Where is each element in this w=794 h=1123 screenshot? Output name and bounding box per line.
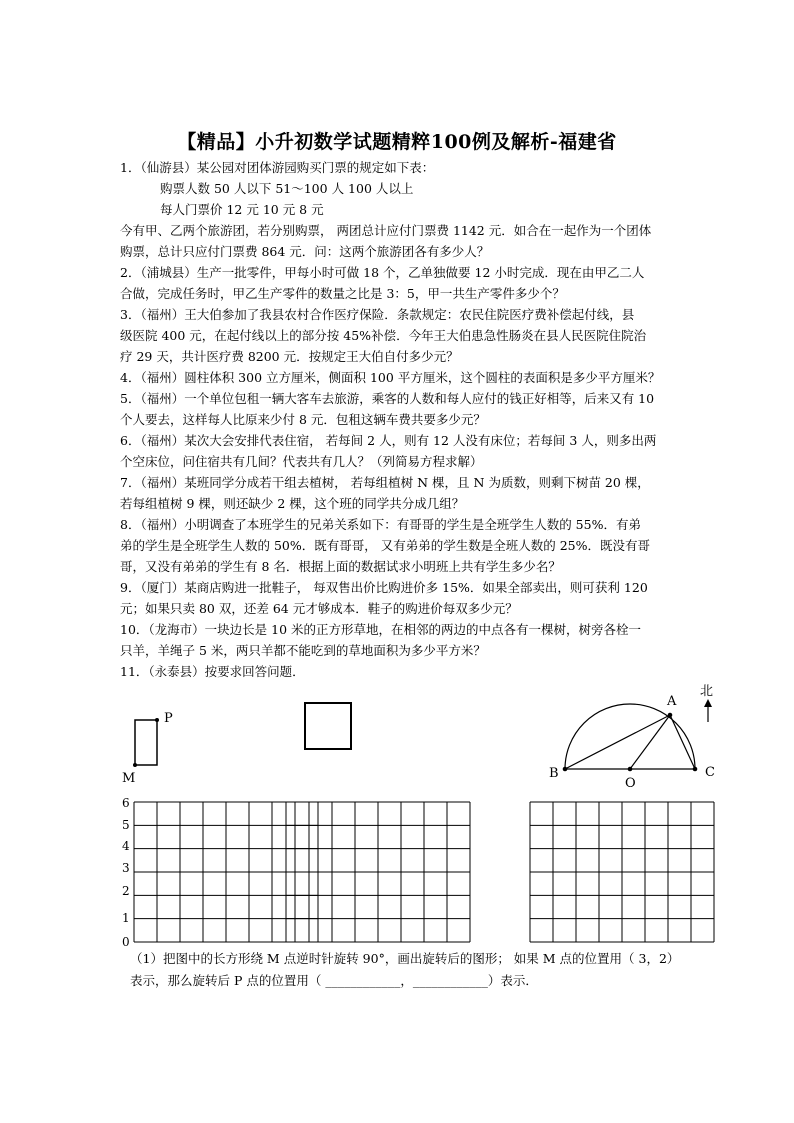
north-arrow-head (704, 699, 712, 707)
north-label: 北 (700, 684, 714, 699)
q6-line2: 个空床位，问住宿共有几间？代表共有几人？（列简易方程求解） (120, 454, 483, 469)
q2-line2: 合做，完成任务时，甲乙生产零件的数量之比是 3：5，甲一共生产零件多少个？ (120, 286, 565, 301)
y-tick-6: 6 (122, 796, 130, 810)
y-tick-4: 4 (122, 839, 130, 853)
grid-right (530, 802, 714, 942)
segment-ao (630, 715, 670, 769)
segment-ac (670, 715, 695, 769)
y-tick-0: 0 (122, 935, 130, 949)
label-c: C (705, 765, 715, 780)
point-a (668, 713, 673, 718)
label-p: P (164, 711, 173, 726)
q4-line1: 4．（福州）圆柱体积 300 立方厘米，侧面积 100 平方厘米，这个圆柱的表面积是多少平方厘米？ (120, 370, 661, 385)
q1-table-row2: 每人门票价 12 元 10 元 8 元 (160, 202, 324, 217)
q1-table-row1: 购票人数 50 人以下 51～100 人 100 人以上 (160, 181, 414, 196)
q6-line1: 6．（福州）某次大会安排代表住宿， 若每间 2 人，则有 12 人没有床位；若每间 3 人，则多出两 (120, 433, 657, 448)
point-m (133, 763, 137, 767)
label-m: M (122, 771, 136, 786)
q11-sub1-line1: （1）把图中的长方形绕 M 点逆时针旋转 90°，画出旋转后的图形； 如果 M 点的位置用（ 3，2） (130, 951, 680, 966)
q8-line3: 哥，又没有弟弟的学生有 8 名．根据上面的数据试求小明班上共有学生多少名？ (120, 559, 561, 574)
q3-line1: 3．（福州）王大伯参加了我县农村合作医疗保险．条款规定：农民住院医疗费补偿起付线，县 (120, 307, 635, 322)
label-b: B (549, 766, 559, 781)
q8-line1: 8．（福州）小明调查了本班学生的兄弟关系如下：有哥哥的学生是全班学生人数的 55%．有弟 (120, 517, 641, 532)
q5-line1: 5．（福州）一个单位包租一辆大客车去旅游，乘客的人数和每人应付的钱正好相等，后来又有 10 (120, 391, 655, 406)
y-tick-3: 3 (122, 861, 130, 875)
q8-line2: 弟的学生是全班学生人数的 50%．既有哥哥， 又有弟弟的学生数是全班人数的 25%．既没有哥 (120, 538, 650, 553)
q11-sub1-line2: 表示，那么旋转后 P 点的位置用（ ____________，____________）表示． (130, 973, 538, 988)
q3-line2: 级医院 400 元，在起付线以上的部分按 45%补偿．今年王大伯患急性肠炎在县人民医院住院治 (120, 328, 647, 343)
q11-line1: 11．（永泰县）按要求回答问题． (120, 664, 305, 679)
point-p (155, 718, 159, 722)
point-b (563, 767, 568, 772)
q10-line1: 10．（龙海市）一块边长是 10 米的正方形草地，在相邻的两边的中点各有一棵树，树旁各栓一 (120, 622, 642, 637)
label-a: A (667, 694, 677, 709)
segment-ab (565, 715, 670, 769)
point-c (693, 767, 698, 772)
q3-line3: 疗 29 天，共计医疗费 8200 元．按规定王大伯自付多少元？ (120, 349, 459, 364)
rectangle-mp (135, 720, 157, 765)
q9-line1: 9．（厦门）某商店购进一批鞋子， 每双售出价比购进价多 15%．如果全部卖出，则可获利 120 (120, 580, 648, 595)
q7-line2: 若每组植树 9 棵，则还缺少 2 棵，这个班的同学共分成几组？ (120, 496, 465, 511)
q1-line2: 今有甲、乙两个旅游团，若分别购票， 两团总计应付门票费 1142 元．如合在一起作为一个团体 (120, 223, 652, 238)
label-o: O (625, 776, 636, 791)
point-o (628, 767, 633, 772)
q7-line1: 7．（福州）某班同学分成若干组去植树， 若每组植树 N 棵，且 N 为质数，则剩下树苗 20 棵， (120, 475, 650, 490)
q9-line2: 元；如果只卖 80 双，还差 64 元才够成本．鞋子的购进价每双多少元？ (120, 601, 518, 616)
y-tick-2: 2 (122, 884, 130, 898)
y-tick-5: 5 (122, 818, 130, 832)
q5-line2: 个人要去，这样每人比原来少付 8 元．包租这辆车费共要多少元？ (120, 412, 486, 427)
q10-line2: 只羊，羊绳子 5 米，两只羊都不能吃到的草地面积为多少平方米？ (120, 643, 486, 658)
y-tick-1: 1 (122, 911, 130, 925)
q1-line1: 1．（仙游县）某公园对团体游园购买门票的规定如下表： (120, 160, 435, 175)
page-title: 【精品】小升初数学试题精粹100例及解析-福建省 (177, 131, 617, 153)
q1-line3: 购票，总计只应付门票费 864 元．问：这两个旅游团各有多少人？ (120, 244, 490, 259)
grid-middle (286, 802, 470, 942)
q2-line1: 2．（浦城县）生产一批零件，甲每小时可做 18 个，乙单独做要 12 小时完成．现在由甲乙二人 (120, 265, 645, 280)
square (305, 703, 351, 749)
